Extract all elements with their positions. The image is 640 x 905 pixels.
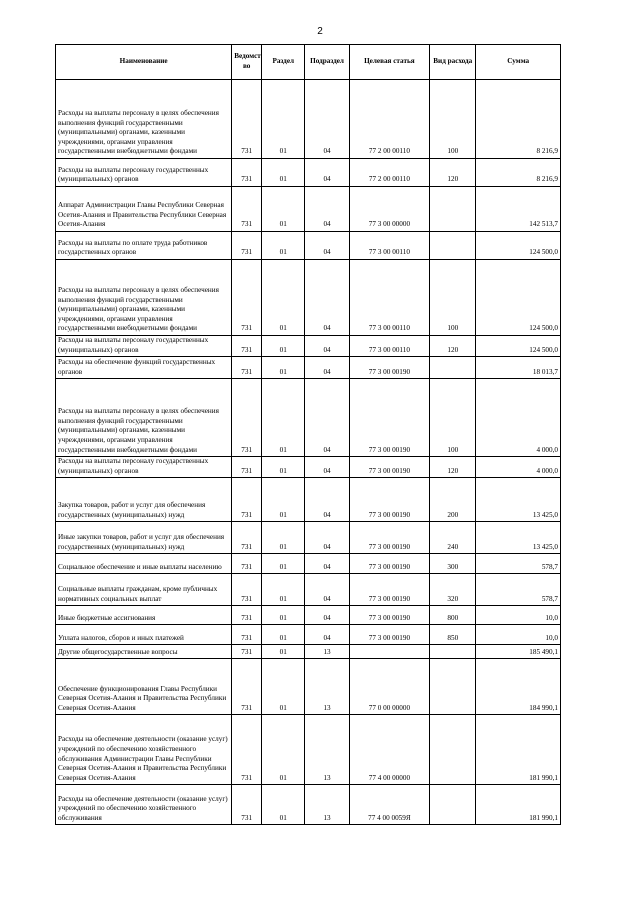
row-vid-raskhoda: 850 (430, 625, 476, 645)
table-row (56, 457, 561, 478)
row-summa: 124 500,0 (476, 336, 561, 357)
row-tselevaya-statya: 77 4 00 0059Я (349, 785, 429, 825)
row-tselevaya-statya: 77 3 00 00190 (349, 457, 429, 478)
row-summa: 185 490,1 (476, 645, 561, 659)
row-tselevaya-statya: 77 3 00 00000 (349, 187, 429, 232)
table-row (56, 379, 561, 457)
row-razdel: 01 (262, 159, 305, 187)
header-name: Наименование (56, 45, 232, 80)
row-razdel: 01 (262, 478, 305, 522)
row-vedomstvo: 731 (232, 785, 262, 825)
row-podrazdel: 04 (305, 232, 349, 260)
row-summa: 8 216,9 (476, 80, 561, 159)
row-podrazdel: 04 (305, 606, 349, 625)
header-vid-raskhoda: Вид расхода (430, 45, 476, 80)
row-tselevaya-statya: 77 0 00 00000 (349, 659, 429, 715)
table-row (56, 232, 561, 260)
row-tselevaya-statya (349, 645, 429, 659)
row-summa: 10,0 (476, 606, 561, 625)
table-row (56, 80, 561, 159)
row-summa: 124 500,0 (476, 232, 561, 260)
row-vedomstvo: 731 (232, 715, 262, 785)
table-row (56, 785, 561, 825)
row-vedomstvo: 731 (232, 187, 262, 232)
row-vid-raskhoda: 100 (430, 379, 476, 457)
row-razdel: 01 (262, 659, 305, 715)
row-summa: 13 425,0 (476, 522, 561, 554)
row-name: Обеспечение функционирования Главы Республики Северная Осетия-Алания и Правительства Республики Северная Осетия-Алания (56, 659, 232, 715)
row-razdel: 01 (262, 554, 305, 574)
row-podrazdel: 04 (305, 574, 349, 606)
row-podrazdel: 04 (305, 159, 349, 187)
row-vid-raskhoda: 100 (430, 260, 476, 336)
header-vedomstvo: Ведомст во (232, 45, 262, 80)
row-vid-raskhoda (430, 187, 476, 232)
row-podrazdel: 04 (305, 379, 349, 457)
row-vid-raskhoda: 240 (430, 522, 476, 554)
row-vid-raskhoda (430, 785, 476, 825)
row-tselevaya-statya: 77 3 00 00190 (349, 574, 429, 606)
row-vid-raskhoda: 300 (430, 554, 476, 574)
row-razdel: 01 (262, 232, 305, 260)
table-row (56, 260, 561, 336)
row-tselevaya-statya: 77 2 00 00110 (349, 159, 429, 187)
row-vedomstvo: 731 (232, 574, 262, 606)
row-tselevaya-statya: 77 3 00 00190 (349, 357, 429, 379)
row-tselevaya-statya: 77 3 00 00190 (349, 606, 429, 625)
row-summa: 181 990,1 (476, 785, 561, 825)
table-row (56, 159, 561, 187)
row-summa: 578,7 (476, 554, 561, 574)
row-razdel: 01 (262, 574, 305, 606)
row-razdel: 01 (262, 80, 305, 159)
page-number: 2 (317, 26, 323, 37)
header-razdel: Раздел (262, 45, 305, 80)
row-name: Иные бюджетные ассигнования (56, 606, 232, 625)
budget-table (55, 44, 561, 825)
row-razdel: 01 (262, 625, 305, 645)
row-name: Расходы на обеспечение деятельности (оказание услуг) учреждений по обеспечению хозяйственного обслуживания Администрации Главы Республики Северная Осетия-Алания и Правительства Республики Северная Осетия-Алания (56, 715, 232, 785)
row-razdel: 01 (262, 336, 305, 357)
row-vid-raskhoda: 120 (430, 159, 476, 187)
row-summa: 4 000,0 (476, 379, 561, 457)
row-vid-raskhoda: 120 (430, 457, 476, 478)
row-vid-raskhoda (430, 232, 476, 260)
row-name: Расходы на выплаты персоналу в целях обеспечения выполнения функций государственными (муниципальными) органами, казенными учреждениями, органами управления государственными внебюджетными фондами (56, 80, 232, 159)
row-name: Расходы на выплаты персоналу государственных (муниципальных) органов (56, 336, 232, 357)
row-name: Расходы на обеспечение деятельности (оказание услуг) учреждений по обеспечению хозяйственного обслуживания (56, 785, 232, 825)
table-row (56, 645, 561, 659)
row-name: Расходы на выплаты персоналу в целях обеспечения выполнения функций государственными (муниципальными) органами, казенными учреждениями, органами управления государственными внебюджетными фондами (56, 379, 232, 457)
row-razdel: 01 (262, 187, 305, 232)
row-summa: 13 425,0 (476, 478, 561, 522)
row-vedomstvo: 731 (232, 659, 262, 715)
row-name: Социальные выплаты гражданам, кроме публичных нормативных социальных выплат (56, 574, 232, 606)
table-row (56, 187, 561, 232)
table-row (56, 715, 561, 785)
table-row (56, 554, 561, 574)
row-tselevaya-statya: 77 3 00 00190 (349, 554, 429, 574)
row-tselevaya-statya: 77 3 00 00190 (349, 625, 429, 645)
row-vedomstvo: 731 (232, 625, 262, 645)
row-vedomstvo: 731 (232, 80, 262, 159)
row-summa: 578,7 (476, 574, 561, 606)
row-name: Аппарат Администрации Главы Республики Северная Осетия-Алания и Правительства Республики Северная Осетия-Алания (56, 187, 232, 232)
row-tselevaya-statya: 77 3 00 00110 (349, 232, 429, 260)
row-podrazdel: 13 (305, 785, 349, 825)
row-name: Другие общегосударственные вопросы (56, 645, 232, 659)
row-vid-raskhoda: 120 (430, 336, 476, 357)
row-vid-raskhoda: 320 (430, 574, 476, 606)
row-razdel: 01 (262, 645, 305, 659)
row-razdel: 01 (262, 715, 305, 785)
row-summa: 142 513,7 (476, 187, 561, 232)
row-podrazdel: 04 (305, 260, 349, 336)
row-vid-raskhoda: 100 (430, 80, 476, 159)
row-name: Иные закупки товаров, работ и услуг для обеспечения государственных (муниципальных) нужд (56, 522, 232, 554)
row-vedomstvo: 731 (232, 554, 262, 574)
header-podrazdel: Подраздел (305, 45, 349, 80)
table-row (56, 606, 561, 625)
row-razdel: 01 (262, 606, 305, 625)
header-tselevaya-statya: Целевая статья (349, 45, 429, 80)
row-vid-raskhoda (430, 357, 476, 379)
row-vedomstvo: 731 (232, 606, 262, 625)
row-vid-raskhoda: 200 (430, 478, 476, 522)
row-vedomstvo: 731 (232, 159, 262, 187)
row-summa: 124 500,0 (476, 260, 561, 336)
row-name: Расходы на выплаты персоналу государственных (муниципальных) органов (56, 457, 232, 478)
row-vid-raskhoda (430, 659, 476, 715)
table-row (56, 574, 561, 606)
row-name: Расходы на выплаты персоналу государственных (муниципальных) органов (56, 159, 232, 187)
row-vedomstvo: 731 (232, 336, 262, 357)
row-name: Социальное обеспечение и иные выплаты населению (56, 554, 232, 574)
header-summa: Сумма (476, 45, 561, 80)
row-name: Расходы на выплаты персоналу в целях обеспечения выполнения функций государственными (муниципальными) органами, казенными учреждениями, органами управления государственными внебюджетными фондами (56, 260, 232, 336)
row-summa: 8 216,9 (476, 159, 561, 187)
row-podrazdel: 04 (305, 187, 349, 232)
row-podrazdel: 04 (305, 357, 349, 379)
row-podrazdel: 13 (305, 645, 349, 659)
row-tselevaya-statya: 77 3 00 00110 (349, 260, 429, 336)
row-podrazdel: 04 (305, 80, 349, 159)
row-name: Уплата налогов, сборов и иных платежей (56, 625, 232, 645)
row-tselevaya-statya: 77 3 00 00190 (349, 478, 429, 522)
row-razdel: 01 (262, 379, 305, 457)
row-vid-raskhoda (430, 715, 476, 785)
row-summa: 10,0 (476, 625, 561, 645)
row-tselevaya-statya: 77 3 00 00110 (349, 336, 429, 357)
row-vedomstvo: 731 (232, 645, 262, 659)
row-vedomstvo: 731 (232, 379, 262, 457)
row-razdel: 01 (262, 357, 305, 379)
table-row (56, 478, 561, 522)
table-row (56, 336, 561, 357)
row-podrazdel: 04 (305, 478, 349, 522)
row-razdel: 01 (262, 522, 305, 554)
table-row (56, 357, 561, 379)
header-row (56, 45, 561, 80)
row-name: Расходы на обеспечение функций государственных органов (56, 357, 232, 379)
row-tselevaya-statya: 77 3 00 00190 (349, 379, 429, 457)
row-podrazdel: 04 (305, 522, 349, 554)
row-summa: 4 000,0 (476, 457, 561, 478)
row-name: Расходы на выплаты по оплате труда работников государственных органов (56, 232, 232, 260)
row-podrazdel: 13 (305, 659, 349, 715)
row-podrazdel: 04 (305, 336, 349, 357)
row-vedomstvo: 731 (232, 457, 262, 478)
table-row (56, 625, 561, 645)
row-razdel: 01 (262, 785, 305, 825)
row-vedomstvo: 731 (232, 260, 262, 336)
row-vedomstvo: 731 (232, 232, 262, 260)
row-podrazdel: 04 (305, 625, 349, 645)
row-razdel: 01 (262, 457, 305, 478)
row-vedomstvo: 731 (232, 478, 262, 522)
row-vedomstvo: 731 (232, 522, 262, 554)
row-summa: 181 990,1 (476, 715, 561, 785)
row-summa: 184 990,1 (476, 659, 561, 715)
row-summa: 18 013,7 (476, 357, 561, 379)
row-name: Закупка товаров, работ и услуг для обеспечения государственных (муниципальных) нужд (56, 478, 232, 522)
row-tselevaya-statya: 77 3 00 00190 (349, 522, 429, 554)
row-vid-raskhoda (430, 645, 476, 659)
row-podrazdel: 04 (305, 554, 349, 574)
row-podrazdel: 04 (305, 457, 349, 478)
row-razdel: 01 (262, 260, 305, 336)
table-row (56, 522, 561, 554)
row-tselevaya-statya: 77 2 00 00110 (349, 80, 429, 159)
table-row (56, 659, 561, 715)
row-tselevaya-statya: 77 4 00 00000 (349, 715, 429, 785)
row-podrazdel: 13 (305, 715, 349, 785)
row-vedomstvo: 731 (232, 357, 262, 379)
row-vid-raskhoda: 800 (430, 606, 476, 625)
